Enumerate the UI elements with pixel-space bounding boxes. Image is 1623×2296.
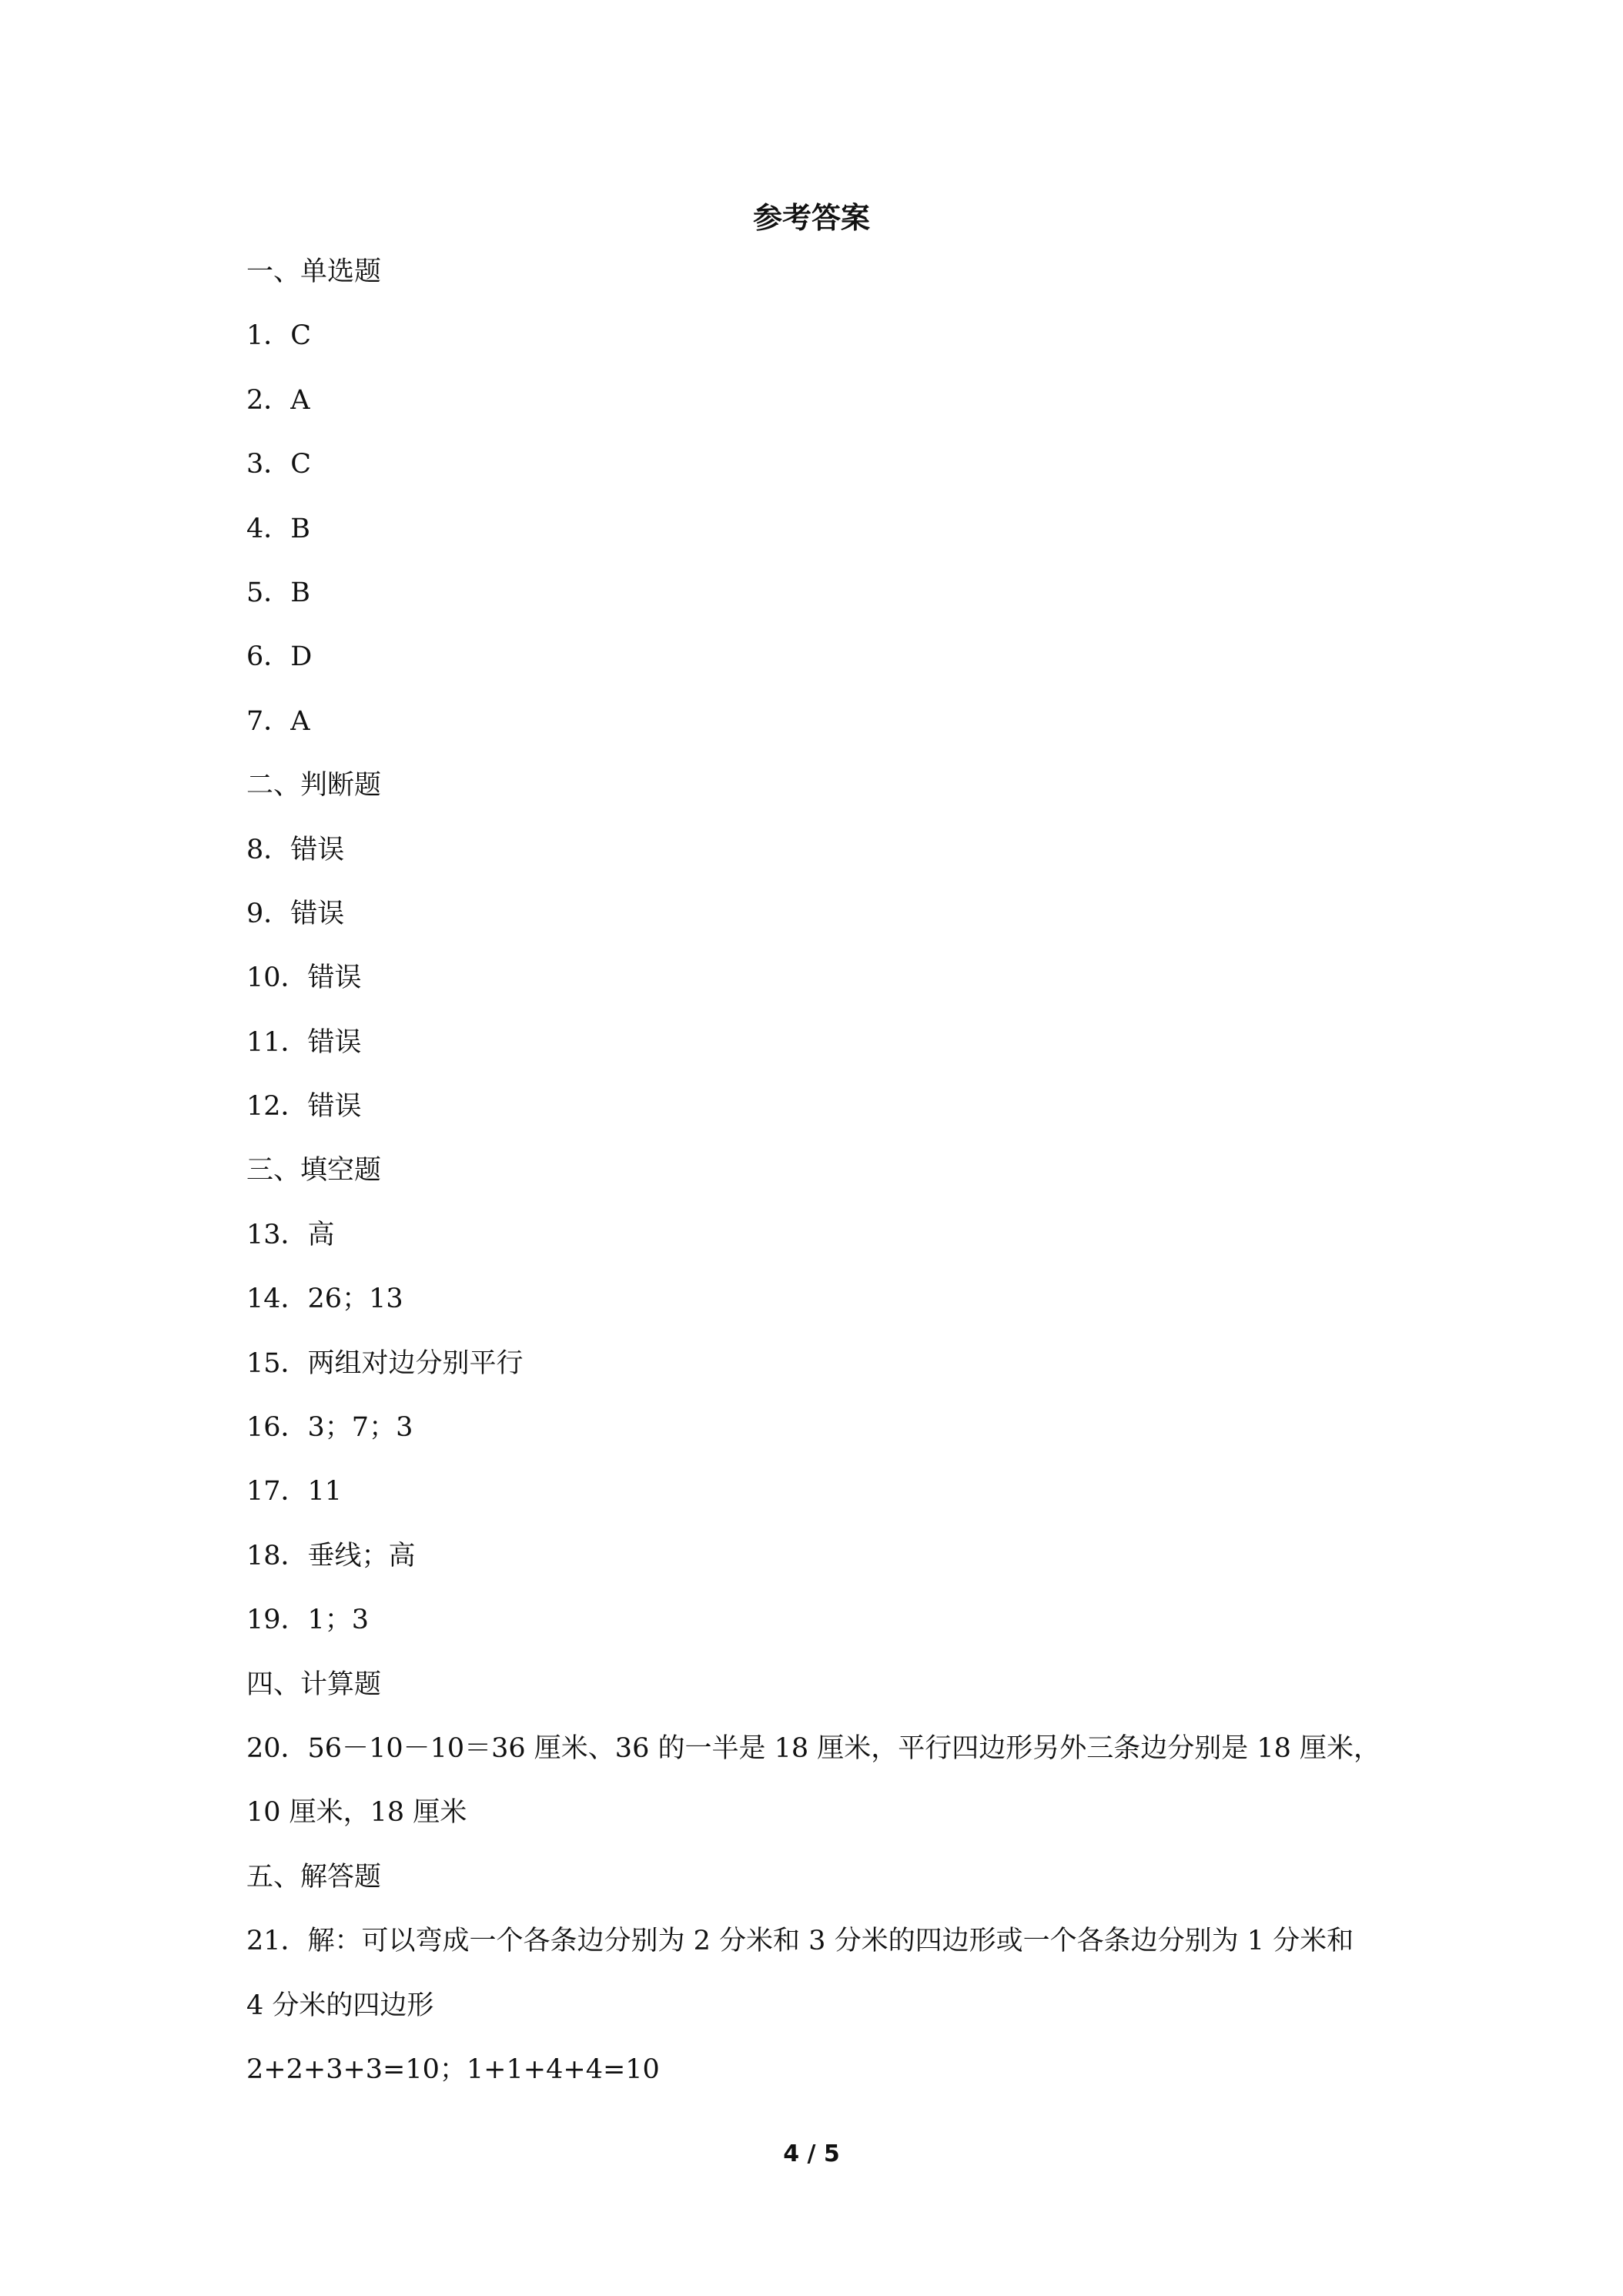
answer-line-10: 10．错误 (246, 962, 362, 994)
answer-line-2: 2．A (246, 384, 310, 416)
answer-line-1: 1．C (246, 320, 312, 352)
page-number: 4 / 5 (783, 2140, 840, 2167)
answer-line-12: 12．错误 (246, 1091, 362, 1123)
answer-line-21: 21．解：可以弯成一个各条边分别为 2 分米和 3 分米的四边形或一个各条边分别为 1 分米和 (246, 1926, 1354, 1957)
answer-list (246, 253, 1386, 2114)
answer-line-9: 9．错误 (246, 898, 345, 929)
page-title: 参考答案 (752, 201, 870, 235)
section-heading-5: 五、解答题 (246, 1861, 382, 1893)
answer-line-21-continued: 4 分米的四边形 (246, 1990, 434, 2021)
section-heading-2: 二、判断题 (246, 770, 382, 802)
answer-line-6: 6．D (246, 641, 313, 673)
answer-line-18: 18．垂线；高 (246, 1540, 416, 1571)
answer-line-11: 11．错误 (246, 1026, 362, 1058)
answer-line-4: 4．B (246, 513, 310, 544)
answer-line-19: 19．1；3 (246, 1605, 370, 1636)
answer-line-14: 14．26；13 (246, 1284, 403, 1315)
answer-line-17: 17．11 (246, 1476, 343, 1508)
answer-line-3: 3．C (246, 449, 312, 480)
answer-line-16: 16．3；7；3 (246, 1412, 413, 1444)
answer-line-13: 13．高 (246, 1219, 335, 1250)
answer-line-8: 8．错误 (246, 834, 345, 865)
section-heading-4: 四、计算题 (246, 1668, 382, 1700)
answer-line-7: 7．A (246, 705, 310, 737)
answer-line-5: 5．B (246, 577, 310, 608)
answer-line-21-equation: 2+2+3+3=10；1+1+4+4=10 (246, 2053, 660, 2085)
section-heading-1: 一、单选题 (246, 256, 382, 287)
answer-line-20: 20．56－10－10＝36 厘米、36 的一半是 18 厘米，平行四边形另外三条边分别是 18 厘米， (246, 1732, 1381, 1764)
answer-line-20-continued: 10 厘米，18 厘米 (246, 1797, 467, 1829)
answer-line-15: 15．两组对边分别平行 (246, 1347, 524, 1379)
section-heading-3: 三、填空题 (246, 1155, 382, 1186)
